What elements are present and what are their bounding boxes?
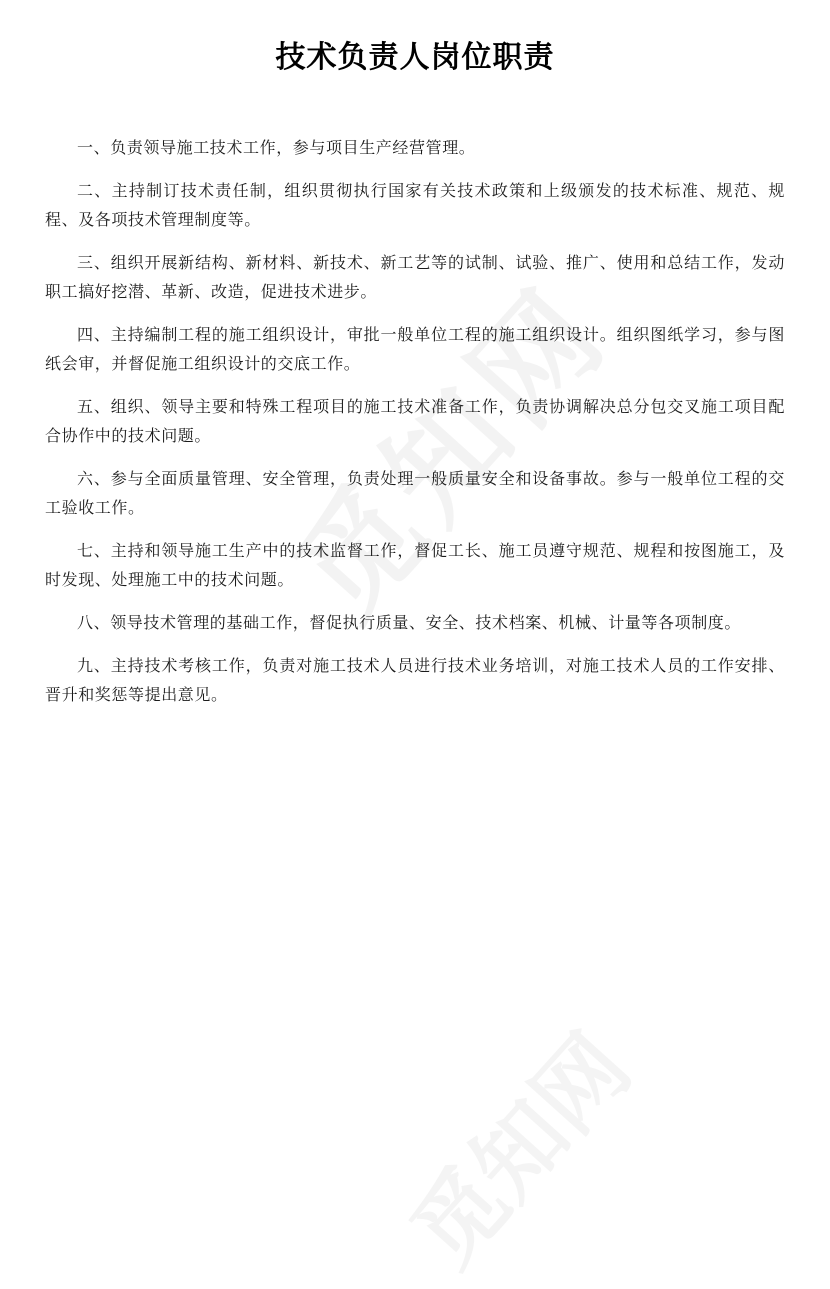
duty-item-2: 二、主持制订技术责任制，组织贯彻执行国家有关技术政策和上级颁发的技术标准、规范、规程、及各项技术管理制度等。 — [45, 181, 785, 229]
duty-item-1: 一、负责领导施工技术工作，参与项目生产经营管理。 — [77, 138, 476, 157]
page-title: 技术负责人岗位职责 — [275, 40, 555, 75]
duty-item-7: 七、主持和领导施工生产中的技术监督工作，督促工长、施工员遵守规范、规程和按图施工，及时发现、处理施工中的技术问题。 — [45, 541, 785, 589]
duty-item-3: 三、组织开展新结构、新材料、新技术、新工艺等的试制、试验、推广、使用和总结工作，发动职工搞好挖潜、革新、改造，促进技术进步。 — [45, 253, 785, 301]
duty-item-5: 五、组织、领导主要和特殊工程项目的施工技术准备工作，负责协调解决总分包交叉施工项目配合协作中的技术问题。 — [45, 397, 785, 445]
duties-list — [45, 133, 785, 709]
duty-item-4: 四、主持编制工程的施工组织设计，审批一般单位工程的施工组织设计。组织图纸学习，参与图纸会审，并督促施工组织设计的交底工作。 — [45, 325, 785, 373]
duty-item-9: 九、主持技术考核工作，负责对施工技术人员进行技术业务培训，对施工技术人员的工作安排、晋升和奖惩等提出意见。 — [45, 656, 785, 704]
watermark-bottom — [376, 1001, 653, 1289]
duty-item-8: 八、领导技术管理的基础工作，督促执行质量、安全、技术档案、机械、计量等各项制度。 — [77, 613, 742, 632]
duty-item-6: 六、参与全面质量管理、安全管理，负责处理一般质量安全和设备事故。参与一般单位工程的交工验收工作。 — [45, 469, 785, 517]
